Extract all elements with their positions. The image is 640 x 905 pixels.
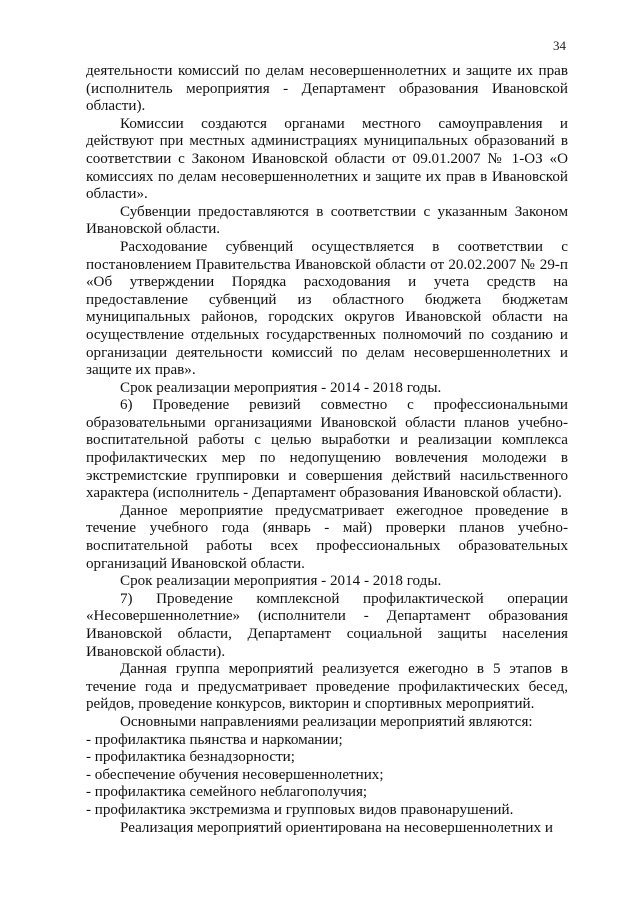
- paragraph: 7) Проведение комплексной профилактической операции «Несовершеннолетние» (исполнители - Департамент образования Ивановской области, Департамент социальной защиты населения Ивановской области).: [86, 590, 568, 660]
- paragraph: 6) Проведение ревизий совместно с профессиональными образовательными организациями Ивановской области планов учебно-воспитательной работы с целью выработки и реализации комплекса профилактических мер по недопущению вовлечения молодежи в экстремистские группировки и совершения действий насильственного характера (исполнитель - Департамент образования Ивановской области).: [86, 397, 568, 502]
- paragraph: Основными направлениями реализации мероприятий являются:: [120, 713, 533, 730]
- list-item: - профилактика экстремизма и групповых видов правонарушений.: [86, 801, 514, 818]
- paragraph: Срок реализации мероприятия - 2014 - 2018 годы.: [120, 573, 442, 590]
- paragraph: Данное мероприятие предусматривает ежегодное проведение в течение учебного года (январь - май) проверки планов учебно-воспитательной работы всех профессиональных образовательных организаций Ивановской области.: [86, 502, 568, 572]
- list-item: - профилактика безнадзорности;: [86, 749, 295, 766]
- paragraph: Реализация мероприятий ориентирована на несовершеннолетних и: [120, 819, 553, 836]
- paragraph: Срок реализации мероприятия - 2014 - 2018 годы.: [120, 379, 442, 396]
- paragraph: Данная группа мероприятий реализуется ежегодно в 5 этапов в течение года и предусматривает проведение профилактических бесед, рейдов, проведение конкурсов, викторин и спортивных мероприятий.: [86, 661, 568, 713]
- paragraph: Комиссии создаются органами местного самоуправления и действуют при местных администрациях муниципальных образований в соответствии с Законом Ивановской области от 09.01.2007 № 1-ОЗ «О комиссиях по делам несовершеннолетних и защите их прав в Ивановской области».: [86, 115, 568, 203]
- document-body: [86, 63, 568, 837]
- paragraph: Расходование субвенций осуществляется в соответствии с постановлением Правительства Ивановской области от 20.02.2007 № 29-п «Об утверждении Порядка расходования и учета средств на предоставление субвенций из областного бюджета бюджетам муниципальных районов, городских округов Ивановской области на осуществление отдельных государственных полномочий по созданию и организации деятельности комиссий по делам несовершеннолетних и защите их прав».: [86, 238, 568, 379]
- list-item: - профилактика семейного неблагополучия;: [86, 784, 368, 801]
- paragraph: деятельности комиссий по делам несовершеннолетних и защите их прав (исполнитель мероприятия - Департамент образования Ивановской области).: [86, 63, 568, 115]
- paragraph: Субвенции предоставляются в соответствии с указанным Законом Ивановской области.: [86, 203, 568, 238]
- list-item: - обеспечение обучения несовершеннолетних;: [86, 766, 384, 783]
- list-item: - профилактика пьянства и наркомании;: [86, 731, 343, 748]
- page-number: 34: [553, 38, 566, 53]
